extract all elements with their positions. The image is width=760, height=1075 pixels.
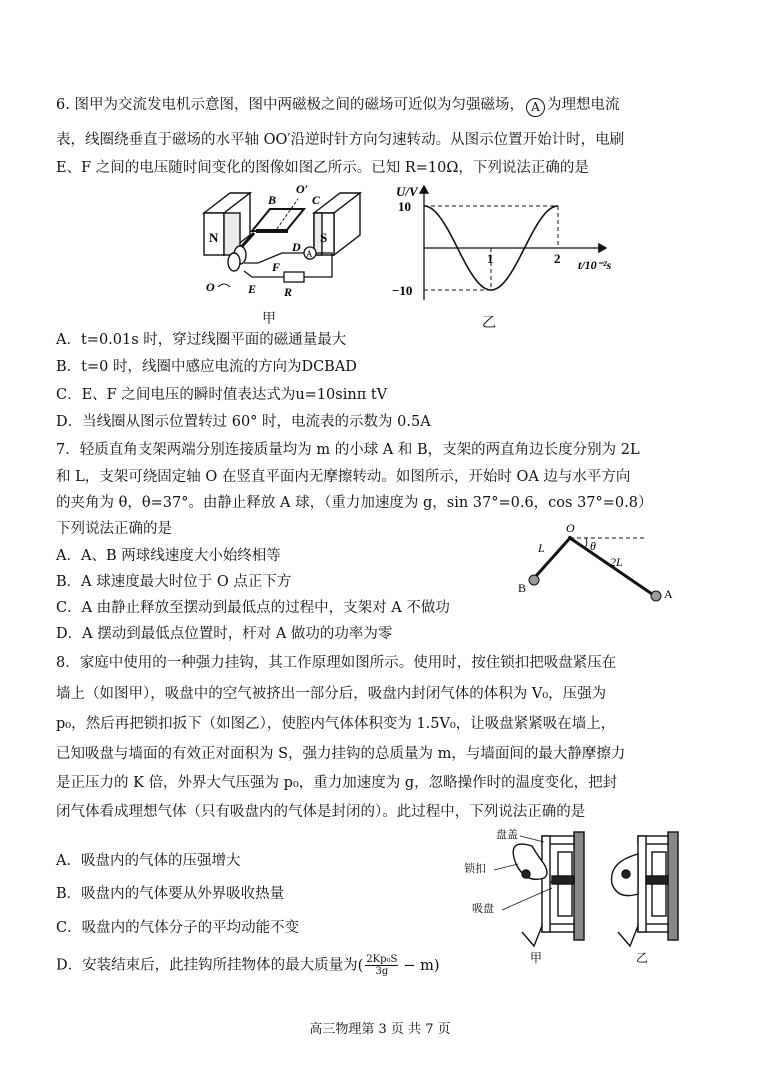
label-o: O (566, 521, 575, 535)
max-mass-formula: ( $\frac{\text{2Kp₀S}}{3g}$ − m ) (357, 954, 440, 977)
q6-line-1b: 为理想电流 (546, 97, 620, 113)
bracket-figure (510, 520, 680, 606)
q8-line-4: 已知吸盘与墙面的有效正对面积为 S，强力挂钩的总质量为 m，与墙面间的最大静摩擦力 (56, 746, 626, 762)
q8-line-1: 8．家庭中使用的一种强力挂钩，其工作原理如图所示。使用时，按住锁扣把吸盘紧压在 (56, 655, 617, 671)
hook-jia (513, 832, 584, 946)
q7-option-b: B．A 球速度最大时位于 O 点正下方 (56, 574, 292, 590)
q7-option-d: D．A 摆动到最低点位置时，杆对 A 做功的功率为零 (56, 626, 393, 642)
hook-caption-jia: 甲 (530, 951, 543, 965)
label-b: B (518, 581, 527, 595)
x-tick-label: 1 (487, 251, 494, 266)
label-xi-pan: 吸盘 (472, 903, 494, 915)
label-theta: θ (590, 539, 596, 553)
q8-line-3: p₀，然后再把锁扣扳下（如图乙），使腔内气体体积变为 1.5V₀，让吸盘紧紧吸在墙上， (56, 716, 616, 732)
q6-option-b: B．t=0 时，线圈中感应电流的方向为DCBAD (56, 359, 357, 375)
q8-option-c: C．吸盘内的气体分子的平均动能不变 (56, 920, 300, 936)
q8-line-6: 闭气体看成理想气体（只有吸盘内的气体是封闭的）。此过程中，下列说法正确的是 (56, 804, 586, 820)
generator-figure (196, 183, 366, 305)
q7-option-a: A．A、B 两球线速度大小始终相等 (56, 548, 281, 564)
label-d: D (292, 240, 301, 254)
q6-line-1a: 6. 图甲为交流发电机示意图，图中两磁极之间的磁场可近似为匀强磁场， (56, 97, 524, 113)
label-o: O (206, 280, 215, 294)
label-o-prime: O′ (296, 183, 309, 196)
q6-line-2: 表，线圈绕垂直于磁场的水平轴 OO′沿逆时针方向匀速转动。从图示位置开始计时，电刷 (56, 132, 625, 148)
label-pan-gai: 盘盖 (496, 829, 518, 841)
q8-option-d-text: D．安装结束后，此挂钩所挂物体的最大质量为 (56, 957, 358, 974)
q7-line-2: 和 L，支架可绕固定轴 O 在竖直平面内无摩擦转动。如图所示，开始时 OA 边与水平方向 (56, 469, 631, 485)
rotation-arrow-icon (218, 284, 230, 287)
ball-a (651, 591, 661, 601)
label-s: S (320, 230, 328, 245)
label-b: B (268, 193, 277, 207)
label-suo-kou: 锁扣 (464, 863, 486, 875)
ball-b (529, 575, 539, 585)
hook-yi (612, 832, 678, 946)
q6-line-1 (56, 95, 619, 117)
ammeter-label: A (306, 249, 313, 259)
page-footer: 高三物理第 3 页 共 7 页 (309, 1022, 451, 1037)
label-n: N (209, 230, 219, 245)
axis-oo (274, 199, 298, 233)
label-a: A (664, 587, 673, 601)
y-axis-label: U/V (396, 184, 418, 199)
q6-option-c: C．E、F 之间电压的瞬时值表达式为u=10sinπ tV (56, 387, 388, 403)
q7-line-4: 下列说法正确的是 (56, 521, 172, 537)
q8-option-d (56, 954, 440, 977)
voltage-chart (384, 178, 644, 304)
magnet-s (314, 193, 360, 255)
label-r: R (284, 285, 293, 299)
y-tick-label: 10 (398, 199, 411, 214)
label-2l: 2L (610, 555, 623, 569)
label-l: L (538, 541, 545, 555)
q8-option-b: B．吸盘内的气体要从外界吸收热量 (56, 886, 285, 902)
formula-tail: − m (403, 957, 434, 974)
ammeter-symbol: A (526, 98, 545, 117)
fig-yi-caption: 乙 (482, 315, 496, 331)
formula-denominator: 3g (375, 966, 389, 977)
q8-line-5: 是正压力的 K 倍，外界大气压强为 p₀，重力加速度为 g，忽略操作时的温度变化，把封 (56, 775, 618, 791)
x-tick-label: 2 (554, 251, 561, 266)
y-tick-label: −10 (392, 283, 413, 298)
q7-line-1: 7．轻质直角支架两端分别连接质量均为 m 的小球 A 和 B，支架的两直角边长度分别为 2L (56, 442, 640, 458)
q6-option-d: D．当线圈从图示位置转过 60° 时，电流表的示数为 0.5A (56, 414, 431, 430)
label-f: F (272, 260, 281, 274)
formula-numerator: 2Kp₀S (366, 954, 398, 965)
q8-line-2: 墙上（如图甲），吸盘中的空气被挤出一部分后，吸盘内封闭气体的体积为 V₀，压强为 (56, 686, 607, 702)
q6-line-3: E、F 之间的电压随时间变化的图像如图乙所示。已知 R=10Ω，下列说法正确的是 (56, 160, 589, 176)
q7-line-3: 的夹角为 θ，θ=37°。由静止释放 A 球，（重力加速度为 g，sin 37°=0.6，cos 37°=0.8） (56, 495, 653, 511)
x-axis-label: t/10⁻²s (578, 258, 612, 272)
angle-arc (585, 538, 587, 548)
hook-caption-yi: 乙 (636, 951, 649, 965)
q7-option-c: C．A 由静止释放至摆动到最低点的过程中，支架对 A 不做功 (56, 600, 450, 616)
label-c: C (312, 193, 321, 207)
q8-option-a: A．吸盘内的气体的压强增大 (56, 853, 241, 869)
label-e: E (248, 282, 257, 296)
hook-figure (462, 826, 692, 966)
fig-jia-caption: 甲 (262, 311, 276, 327)
hook-labels (464, 827, 518, 915)
q6-option-a: A．t=0.01s 时，穿过线圈平面的磁通量最大 (56, 332, 347, 348)
